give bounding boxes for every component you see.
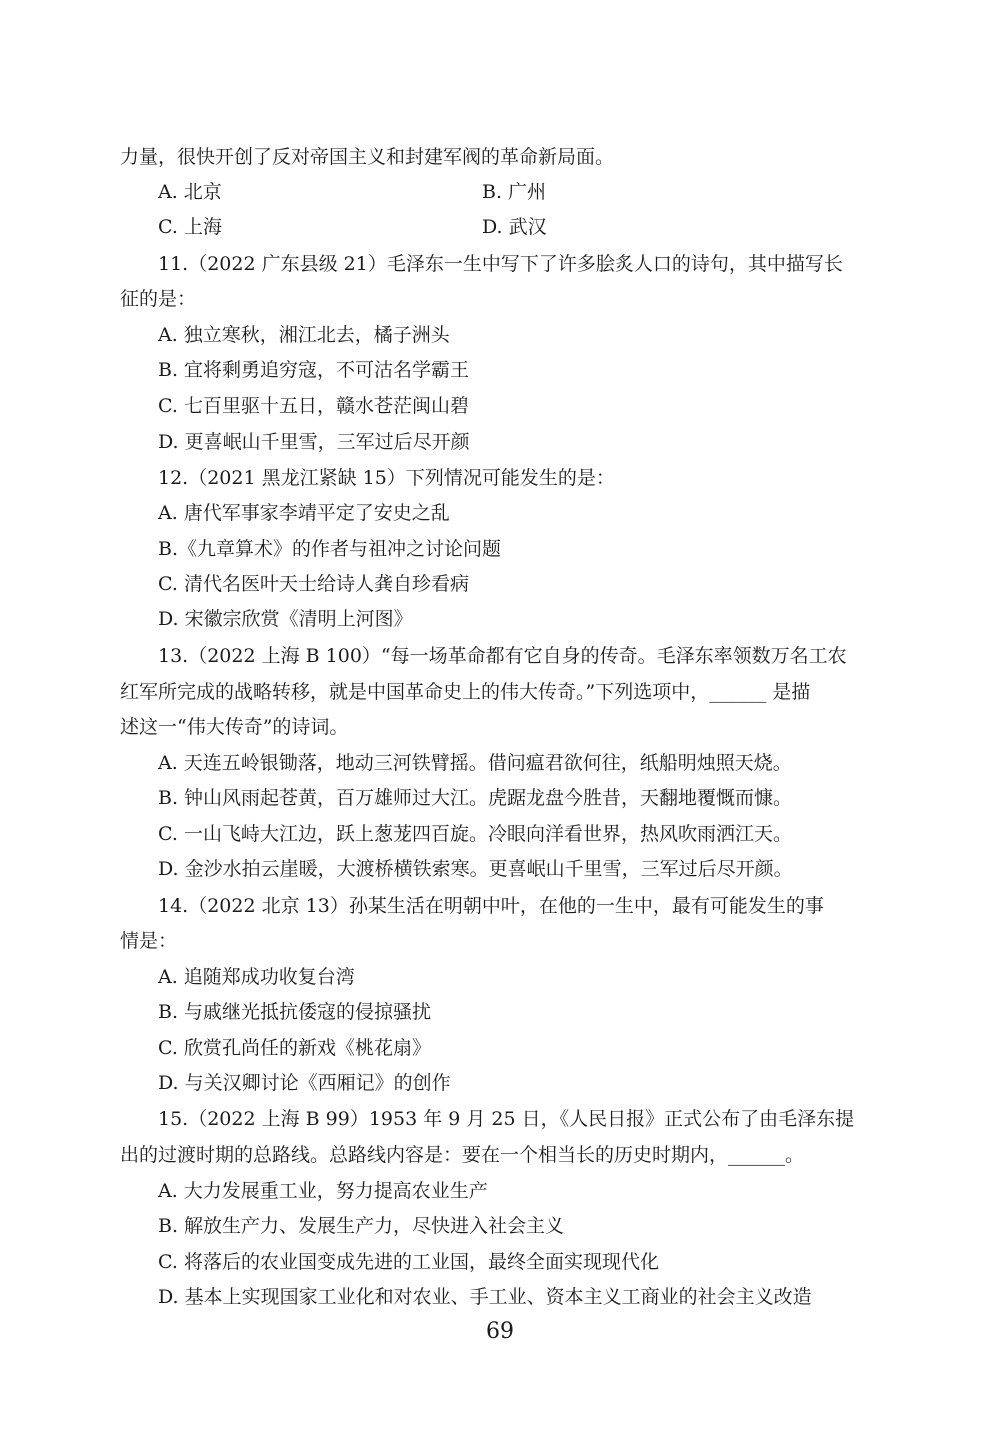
q15-option-b: B. 解放生产力、发展生产力，尽快进入社会主义 — [158, 1215, 565, 1237]
q13-option-c: C. 一山飞峙大江边，跃上葱茏四百旋。冷眼向洋看世界，热风吹雨洒江天。 — [158, 823, 792, 845]
intro-option-a: A. 北京 — [158, 181, 222, 203]
q12-option-b: B.《九章算术》的作者与祖冲之讨论问题 — [158, 538, 502, 560]
q11-stem-line-2: 征的是： — [120, 288, 197, 310]
q14-stem-line-1: 14.（2022 北京 13）孙某生活在明朝中叶，在他的一生中，最有可能发生的事 — [158, 895, 824, 917]
q14-option-c: C. 欣赏孔尚任的新戏《桃花扇》 — [158, 1037, 431, 1059]
q11-option-b: B. 宜将剩勇追穷寇，不可沽名学霸王 — [158, 359, 470, 381]
q14-option-a: A. 追随郑成功收复台湾 — [158, 966, 355, 988]
q12-option-d: D. 宋徽宗欣赏《清明上河图》 — [158, 608, 413, 630]
q15-stem-line-2: 出的过渡时期的总路线。总路线内容是：要在一个相当长的历史时期内，______。 — [120, 1144, 805, 1166]
intro-line: 力量，很快开创了反对帝国主义和封建军阀的革命新局面。 — [120, 146, 615, 168]
q11-stem-line-1: 11.（2022 广东县级 21）毛泽东一生中写下了许多脍炙人口的诗句，其中描写长 — [158, 253, 843, 275]
q11-option-a: A. 独立寒秋，湘江北去，橘子洲头 — [158, 324, 450, 346]
q13-stem-line-1: 13.（2022 上海 B 100）“每一场革命都有它自身的传奇。毛泽东率领数万名工农 — [158, 645, 847, 667]
q15-option-d: D. 基本上实现国家工业化和对农业、手工业、资本主义工商业的社会主义改造 — [158, 1286, 812, 1308]
q13-option-b: B. 钟山风雨起苍黄，百万雄师过大江。虎踞龙盘今胜昔，天翻地覆慨而慷。 — [158, 787, 793, 809]
page-number: 69 — [486, 1319, 514, 1344]
q14-option-d: D. 与关汉卿讨论《西厢记》的创作 — [158, 1072, 451, 1094]
q12-option-c: C. 清代名医叶天士给诗人龚自珍看病 — [158, 573, 469, 595]
q11-option-c: C. 七百里驱十五日，赣水苍茫闽山碧 — [158, 395, 469, 417]
q13-stem-line-2: 红军所完成的战略转移，就是中国革命史上的伟大传奇。”下列选项中，______ 是描 — [120, 681, 811, 703]
intro-option-c: C. 上海 — [158, 216, 222, 238]
q13-option-d: D. 金沙水拍云崖暖，大渡桥横铁索寒。更喜岷山千里雪，三军过后尽开颜。 — [158, 858, 793, 880]
q13-option-a: A. 天连五岭银锄落，地动三河铁臂摇。借问瘟君欲何往，纸船明烛照天烧。 — [158, 752, 792, 774]
q12-option-a: A. 唐代军事家李靖平定了安史之乱 — [158, 502, 450, 524]
q11-option-d: D. 更喜岷山千里雪，三军过后尽开颜 — [158, 431, 470, 453]
q12-stem-line-1: 12.（2021 黑龙江紧缺 15）下列情况可能发生的是： — [158, 467, 615, 489]
intro-option-d: D. 武汉 — [482, 216, 547, 238]
q14-stem-line-2: 情是： — [120, 930, 178, 952]
q15-option-c: C. 将落后的农业国变成先进的工业国，最终全面实现现代化 — [158, 1251, 659, 1273]
intro-option-b: B. 广州 — [482, 181, 547, 203]
q15-stem-line-1: 15.（2022 上海 B 99）1953 年 9 月 25 日，《人民日报》正式公布了由毛泽东提 — [158, 1108, 855, 1130]
q15-option-a: A. 大力发展重工业，努力提高农业生产 — [158, 1180, 488, 1202]
q14-option-b: B. 与戚继光抵抗倭寇的侵掠骚扰 — [158, 1001, 432, 1023]
q13-stem-line-3: 述这一“伟大传奇”的诗词。 — [120, 716, 349, 738]
